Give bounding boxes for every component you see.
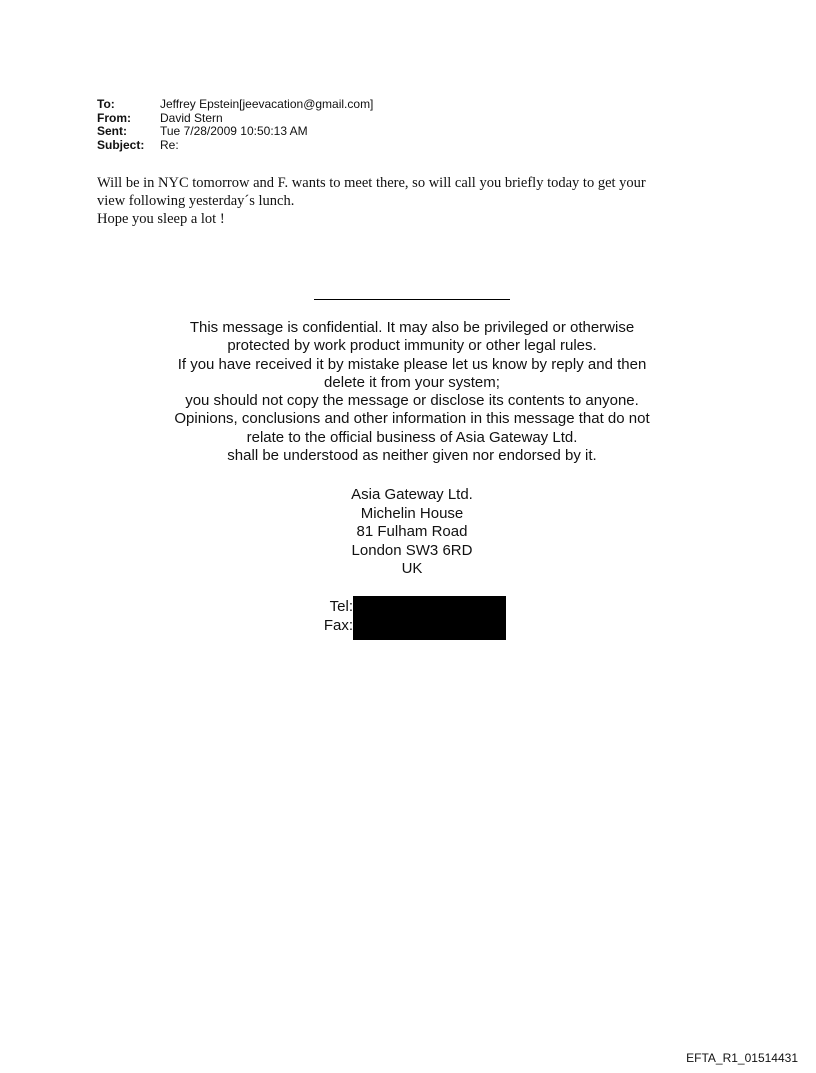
- sent-label: Sent:: [97, 124, 127, 138]
- disclaimer-line: shall be understood as neither given nor endorsed by it.: [227, 447, 597, 465]
- disclaimer-line: If you have received it by mistake please let us know by reply and then: [177, 355, 647, 373]
- to-value: Jeffrey Epstein[jeevacation@gmail.com]: [160, 97, 374, 111]
- confidentiality-disclaimer: [140, 319, 684, 465]
- contact-block: [310, 597, 353, 635]
- subject-value: Re:: [160, 137, 179, 152]
- to-label: To:: [97, 97, 115, 111]
- disclaimer-line: Opinions, conclusions and other information in this message that do not: [174, 410, 650, 428]
- tel-label: Tel:: [329, 598, 353, 615]
- body-line: Will be in NYC tomorrow and F. wants to meet there, so will call you briefly today to get your: [97, 175, 646, 191]
- address-line: Michelin House: [360, 504, 464, 522]
- email-body: [97, 174, 737, 228]
- fax-label: Fax:: [323, 617, 353, 634]
- body-line: Hope you sleep a lot !: [97, 211, 225, 227]
- document-id: EFTA_R1_01514431: [686, 1051, 798, 1065]
- from-value: David Stern: [160, 110, 223, 125]
- redaction-box: [353, 596, 506, 640]
- subject-label: Subject:: [97, 137, 145, 152]
- address-line: London SW3 6RD: [351, 541, 473, 559]
- disclaimer-line: delete it from your system;: [324, 373, 500, 391]
- header-from-row: [97, 112, 373, 126]
- address-line: 81 Fulham Road: [356, 523, 468, 541]
- email-header: [97, 98, 373, 152]
- address-line: Asia Gateway Ltd.: [351, 486, 473, 503]
- from-label: From:: [97, 110, 131, 125]
- company-address: [312, 486, 512, 579]
- disclaimer-line: you should not copy the message or disclose its contents to anyone.: [185, 392, 639, 410]
- header-subject-row: [97, 139, 373, 153]
- body-line: view following yesterday´s lunch.: [97, 193, 295, 209]
- disclaimer-line: relate to the official business of Asia Gateway Ltd.: [246, 428, 578, 446]
- address-line: UK: [401, 560, 423, 578]
- sent-value: Tue 7/28/2009 10:50:13 AM: [160, 124, 308, 138]
- disclaimer-line: This message is confidential. It may also be privileged or otherwise: [189, 319, 635, 336]
- header-to-row: [97, 98, 373, 112]
- signature-divider: [314, 299, 510, 300]
- header-sent-row: [97, 125, 373, 139]
- disclaimer-line: protected by work product immunity or other legal rules.: [227, 337, 597, 355]
